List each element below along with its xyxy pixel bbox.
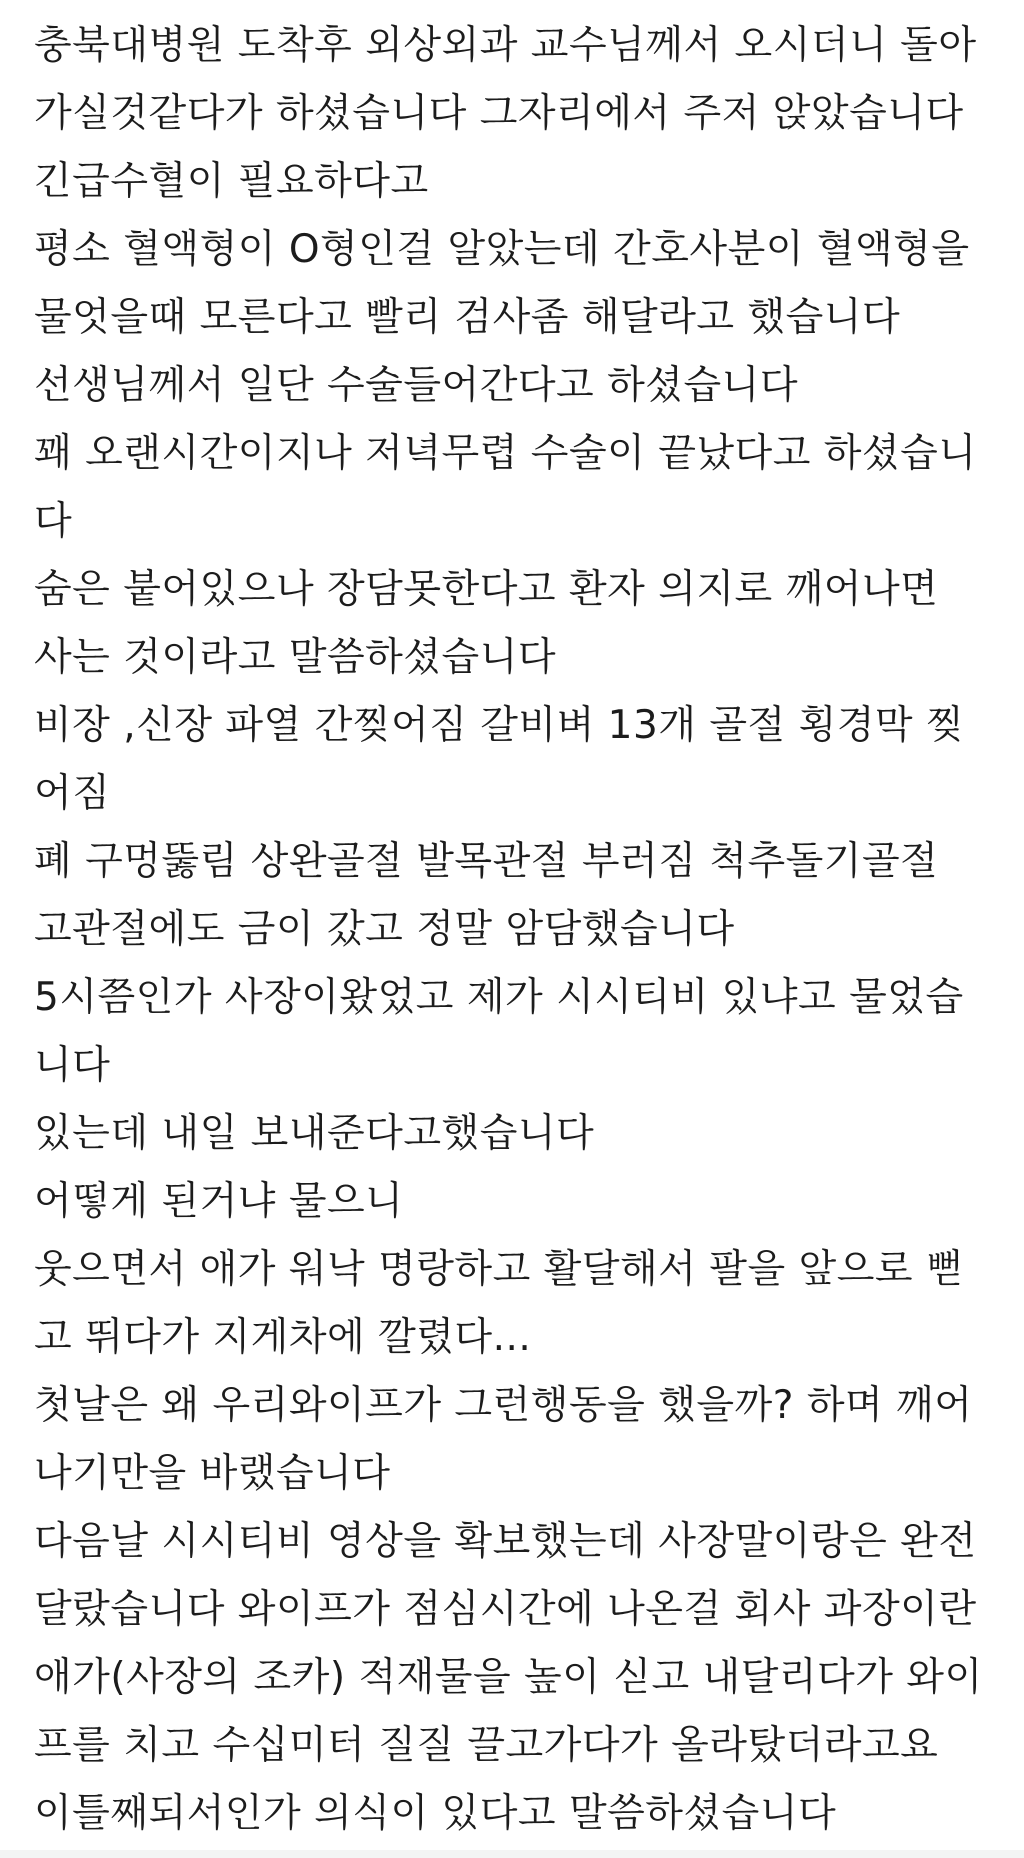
text-line: 고관절에도 금이 갔고 정말 암담했습니다 (34, 907, 735, 952)
text-line: 평소 혈액형이 O형인걸 알았는데 간호사분이 혈액형을 (34, 227, 970, 272)
text-line: 충북대병원 도착후 외상외과 교수님께서 오시더니 돌아 (34, 23, 977, 68)
text-line: 고 뛰다가 지게차에 깔렸다... (34, 1315, 532, 1360)
post-body (34, 12, 1004, 1848)
text-line: 나기만을 바랬습니다 (34, 1451, 391, 1496)
text-line: 애가(사장의 조카) 적재물을 높이 싣고 내달리다가 와이 (34, 1655, 983, 1700)
text-line: 있는데 내일 보내준다고했습니다 (34, 1111, 595, 1156)
text-line: 사는 것이라고 말씀하셨습니다 (34, 635, 557, 680)
text-line: 꽤 오랜시간이지나 저녁무렵 수술이 끝났다고 하셨습니 (34, 431, 977, 476)
text-line: 가실것같다가 하셨습니다 그자리에서 주저 앉았습니다 (34, 91, 964, 136)
text-line: 긴급수혈이 필요하다고 (34, 159, 429, 204)
text-line: 달랐습니다 와이프가 점심시간에 나온걸 회사 과장이란 (34, 1587, 977, 1632)
text-line: 어짐 (34, 771, 111, 816)
text-line: 물엇을때 모른다고 빨리 검사좀 해달라고 했습니다 (34, 295, 901, 340)
text-line: 첫날은 왜 우리와이프가 그런행동을 했을까? 하며 깨어 (34, 1383, 973, 1428)
text-line: 선생님께서 일단 수술들어간다고 하셨습니다 (34, 363, 798, 408)
text-line: 숨은 붙어있으나 장담못한다고 환자 의지로 깨어나면 (34, 567, 939, 612)
text-line: 다음날 시시티비 영상을 확보했는데 사장말이랑은 완전 (34, 1519, 977, 1564)
text-line: 다 (34, 499, 73, 544)
text-line: 니다 (34, 1043, 111, 1088)
text-line: 5시쯤인가 사장이왔었고 제가 시시티비 있냐고 물었습 (34, 975, 964, 1020)
text-line: 프를 치고 수십미터 질질 끌고가다가 올라탔더라고요 (34, 1723, 939, 1768)
text-line: 이틀째되서인가 의식이 있다고 말씀하셨습니다 (34, 1791, 837, 1836)
text-line: 웃으면서 애가 워낙 명랑하고 활달해서 팔을 앞으로 뻗 (34, 1247, 965, 1292)
text-line: 비장 ,신장 파열 간찢어짐 갈비벼 13개 골절 횡경막 찢 (34, 703, 965, 748)
text-line: 어떻게 된거냐 물으니 (34, 1179, 404, 1224)
text-line: 폐 구멍뚫림 상완골절 발목관절 부러짐 척추돌기골절 (34, 839, 939, 884)
bottom-edge (0, 1850, 1024, 1858)
